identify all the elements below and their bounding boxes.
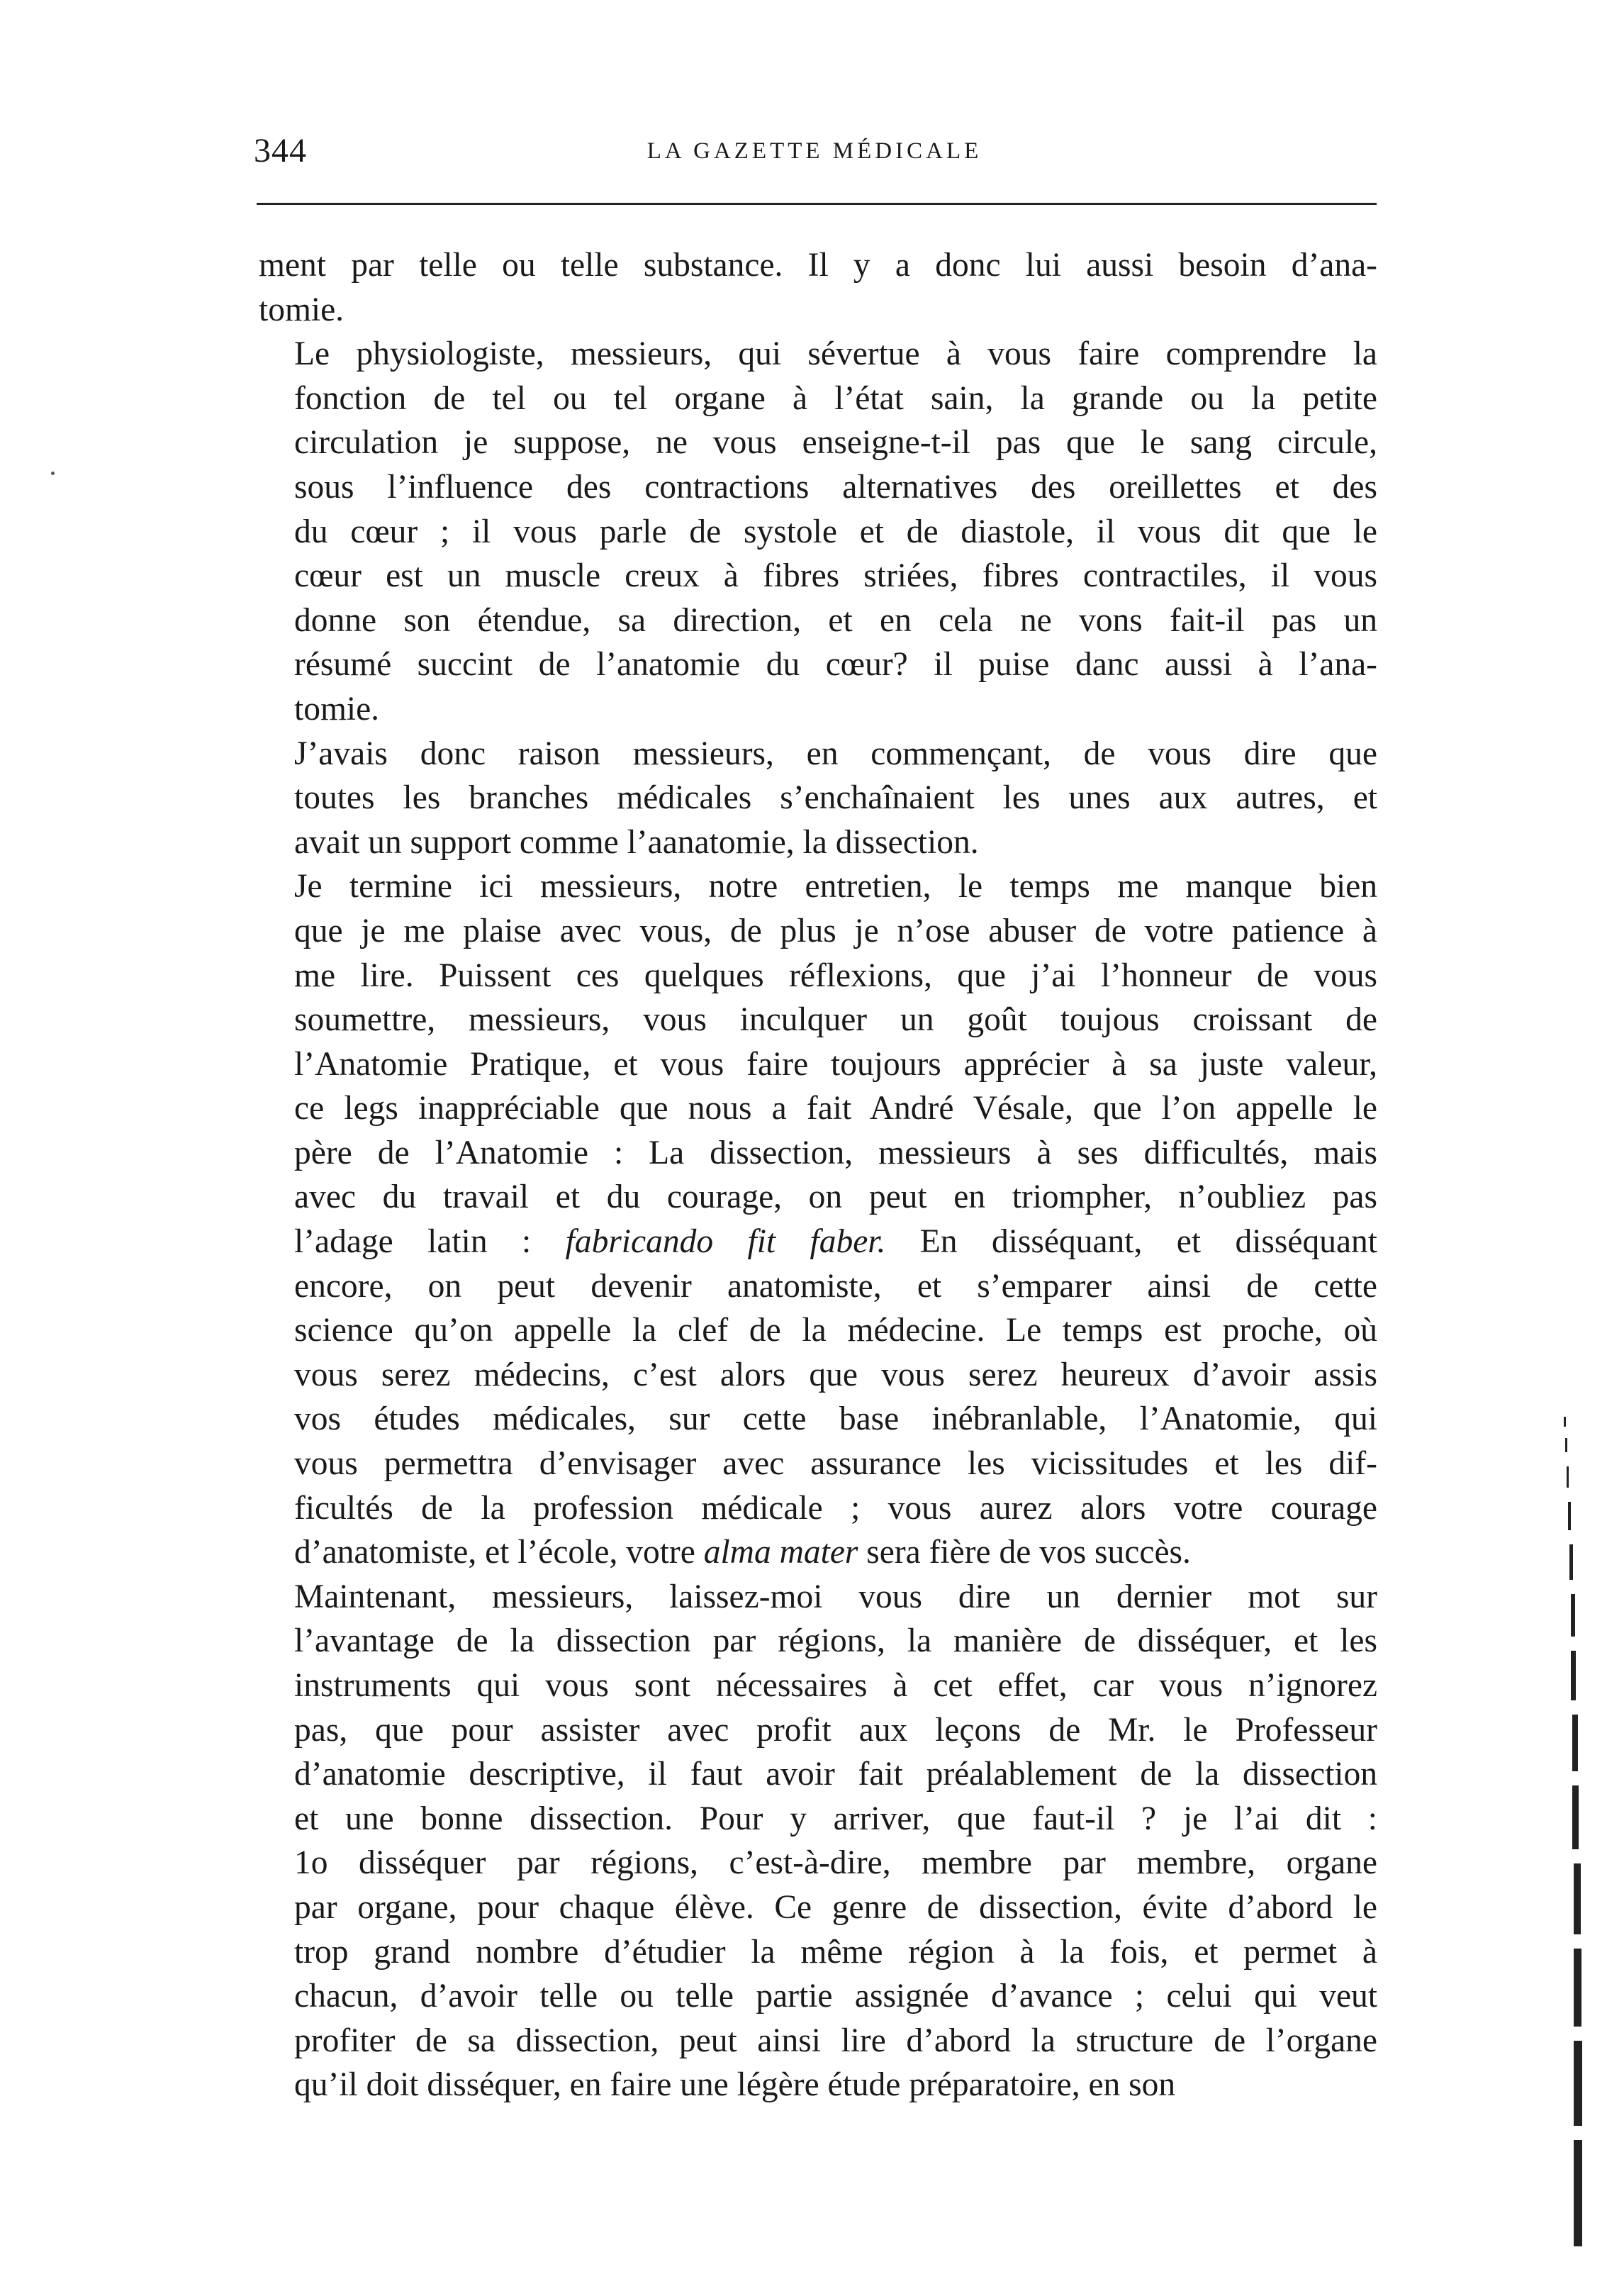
page-number: 344 <box>254 132 307 169</box>
text-run: sera fière de vos succès. <box>858 1534 1191 1571</box>
text-line: Le physiologiste, messieurs, qui sévertue à vous faire comprendre la <box>294 335 1377 373</box>
text-line: Maintenant, messieurs, laissez-moi vous dire un dernier mot sur <box>294 1578 1377 1615</box>
text-line: ce legs inappréciable que nous a fait André Vésale, que l’on appelle le <box>294 1090 1377 1127</box>
edge-speck <box>1569 1544 1573 1580</box>
scan-edge-artifact <box>1557 1417 1585 2268</box>
text-line: avait un support comme l’aanatomie, la dissection. <box>294 823 979 861</box>
text-line: science qu’on appelle la clef de la médecine. Le temps est proche, où <box>294 1312 1377 1349</box>
text-line: l’Anatomie Pratique, et vous faire toujours apprécier à sa juste valeur, <box>294 1045 1377 1083</box>
edge-speck <box>1574 2140 1582 2246</box>
journal-title: LA GAZETTE MÉDICALE <box>646 138 982 164</box>
header-rule <box>257 203 1377 205</box>
text-line: pas, que pour assister avec profit aux leçons de Mr. le Professeur <box>294 1711 1377 1749</box>
text-line: cœur est un muscle creux à fibres striées, fibres contractiles, il vous <box>294 557 1377 595</box>
text-line: soumettre, messieurs, vous inculquer un goût toujous croissant de <box>294 1001 1377 1039</box>
edge-speck <box>1571 1594 1575 1637</box>
text-line: donne son étendue, sa direction, et en cela ne vons fait-il pas un <box>294 601 1377 639</box>
text-line: résumé succint de l’anatomie du cœur? il puise danc aussi à l’ana- <box>294 646 1377 684</box>
text-line: me lire. Puissent ces quelques réflexions, que j’ai l’honneur de vous <box>294 957 1377 994</box>
text-line: d’anatomie descriptive, il faut avoir fait préalablement de la dissection <box>294 1756 1377 1793</box>
text-line: Je termine ici messieurs, notre entretien, le temps me manque bien <box>294 868 1377 905</box>
paragraph <box>259 864 1377 1575</box>
text-line: avec du travail et du courage, on peut en triompher, n’oubliez pas <box>294 1178 1377 1216</box>
text-line: ment par telle ou telle substance. Il y a donc lui aussi besoin d’ana- <box>259 247 1377 284</box>
text-line: que je me plaise avec vous, de plus je n’ose abuser de votre patience à <box>294 912 1377 949</box>
text-line: circulation je suppose, ne vous enseigne-t-il pas que le sang circule, <box>294 424 1377 462</box>
text-run: En disséquant, et disséquant <box>885 1223 1377 1261</box>
paragraph <box>259 332 1377 731</box>
paragraph <box>259 243 1377 332</box>
text-line: vos études médicales, sur cette base inébranlable, l’Anatomie, qui <box>294 1400 1377 1438</box>
text-line: fonction de tel ou tel organe à l’état sain, la grande ou la petite <box>294 379 1377 417</box>
text-line: et une bonne dissection. Pour y arriver, que faut-il ? je l’ai dit : <box>294 1800 1377 1837</box>
text-line: l’avantage de la dissection par régions, la manière de disséquer, et les <box>294 1622 1377 1660</box>
text-line: vous permettra d’envisager avec assurance les vicissitudes et les dif- <box>294 1445 1377 1483</box>
text-line: 1o disséquer par régions, c’est-à-dire, membre par membre, organe <box>294 1844 1377 1882</box>
text-line: tomie. <box>294 690 380 728</box>
edge-speck <box>1572 1715 1578 1771</box>
text-line <box>259 1530 1377 1575</box>
text-line: trop grand nombre d’étudier la même région à la fois, et permet à <box>294 1933 1377 1971</box>
text-line: chacun, d’avoir telle ou telle partie assignée d’avance ; celui qui veut <box>294 1978 1377 2015</box>
edge-speck <box>1571 1651 1576 1700</box>
edge-speck <box>1564 1417 1566 1427</box>
body-text <box>259 243 1377 2107</box>
edge-speck <box>1574 2041 1582 2126</box>
text-line: instruments qui vous sont nécessaires à cet effet, car vous n’ignorez <box>294 1667 1377 1704</box>
text-line: vous serez médecins, c’est alors que vous serez heureux d’avoir assis <box>294 1356 1377 1393</box>
edge-speck <box>1574 1949 1581 2027</box>
edge-speck <box>1574 1863 1581 1934</box>
edge-speck <box>1572 1785 1579 1849</box>
text-line: ficultés de la profession médicale ; vous aurez alors votre courage <box>294 1489 1377 1527</box>
text-line: par organe, pour chaque élève. Ce genre de dissection, évite d’abord le <box>294 1888 1377 1926</box>
edge-speck <box>1568 1502 1571 1530</box>
text-line: du cœur ; il vous parle de systole et de diastole, il vous dit que le <box>294 513 1377 550</box>
edge-speck <box>1565 1438 1567 1452</box>
text-line: père de l’Anatomie : La dissection, messieurs à ses difficultés, mais <box>294 1134 1377 1171</box>
text-line: qu’il doit disséquer, en faire une légère étude préparatoire, en son <box>294 2066 1176 2104</box>
latin-phrase: fabricando fit faber. <box>565 1223 886 1261</box>
running-head <box>254 126 1375 176</box>
text-line: tomie. <box>259 291 345 328</box>
text-line: J’avais donc raison messieurs, en commençant, de vous dire que <box>294 735 1377 772</box>
latin-phrase: alma mater <box>703 1534 858 1571</box>
text-line: profiter de sa dissection, peut ainsi lire d’abord la structure de l’organe <box>294 2022 1377 2059</box>
text-line <box>259 1220 1377 1264</box>
text-run: l’adage latin : <box>294 1223 566 1261</box>
text-line: sous l’influence des contractions alternatives des oreillettes et des <box>294 468 1377 506</box>
paragraph <box>259 1575 1377 2107</box>
margin-dot <box>51 472 55 475</box>
text-run: d’anatomiste, et l’école, votre <box>294 1534 704 1571</box>
text-line: toutes les branches médicales s’enchaînaient les unes aux autres, et <box>294 779 1377 817</box>
text-line: encore, on peut devenir anatomiste, et s’emparer ainsi de cette <box>294 1267 1377 1305</box>
edge-speck <box>1567 1466 1569 1488</box>
paragraph <box>259 732 1377 865</box>
